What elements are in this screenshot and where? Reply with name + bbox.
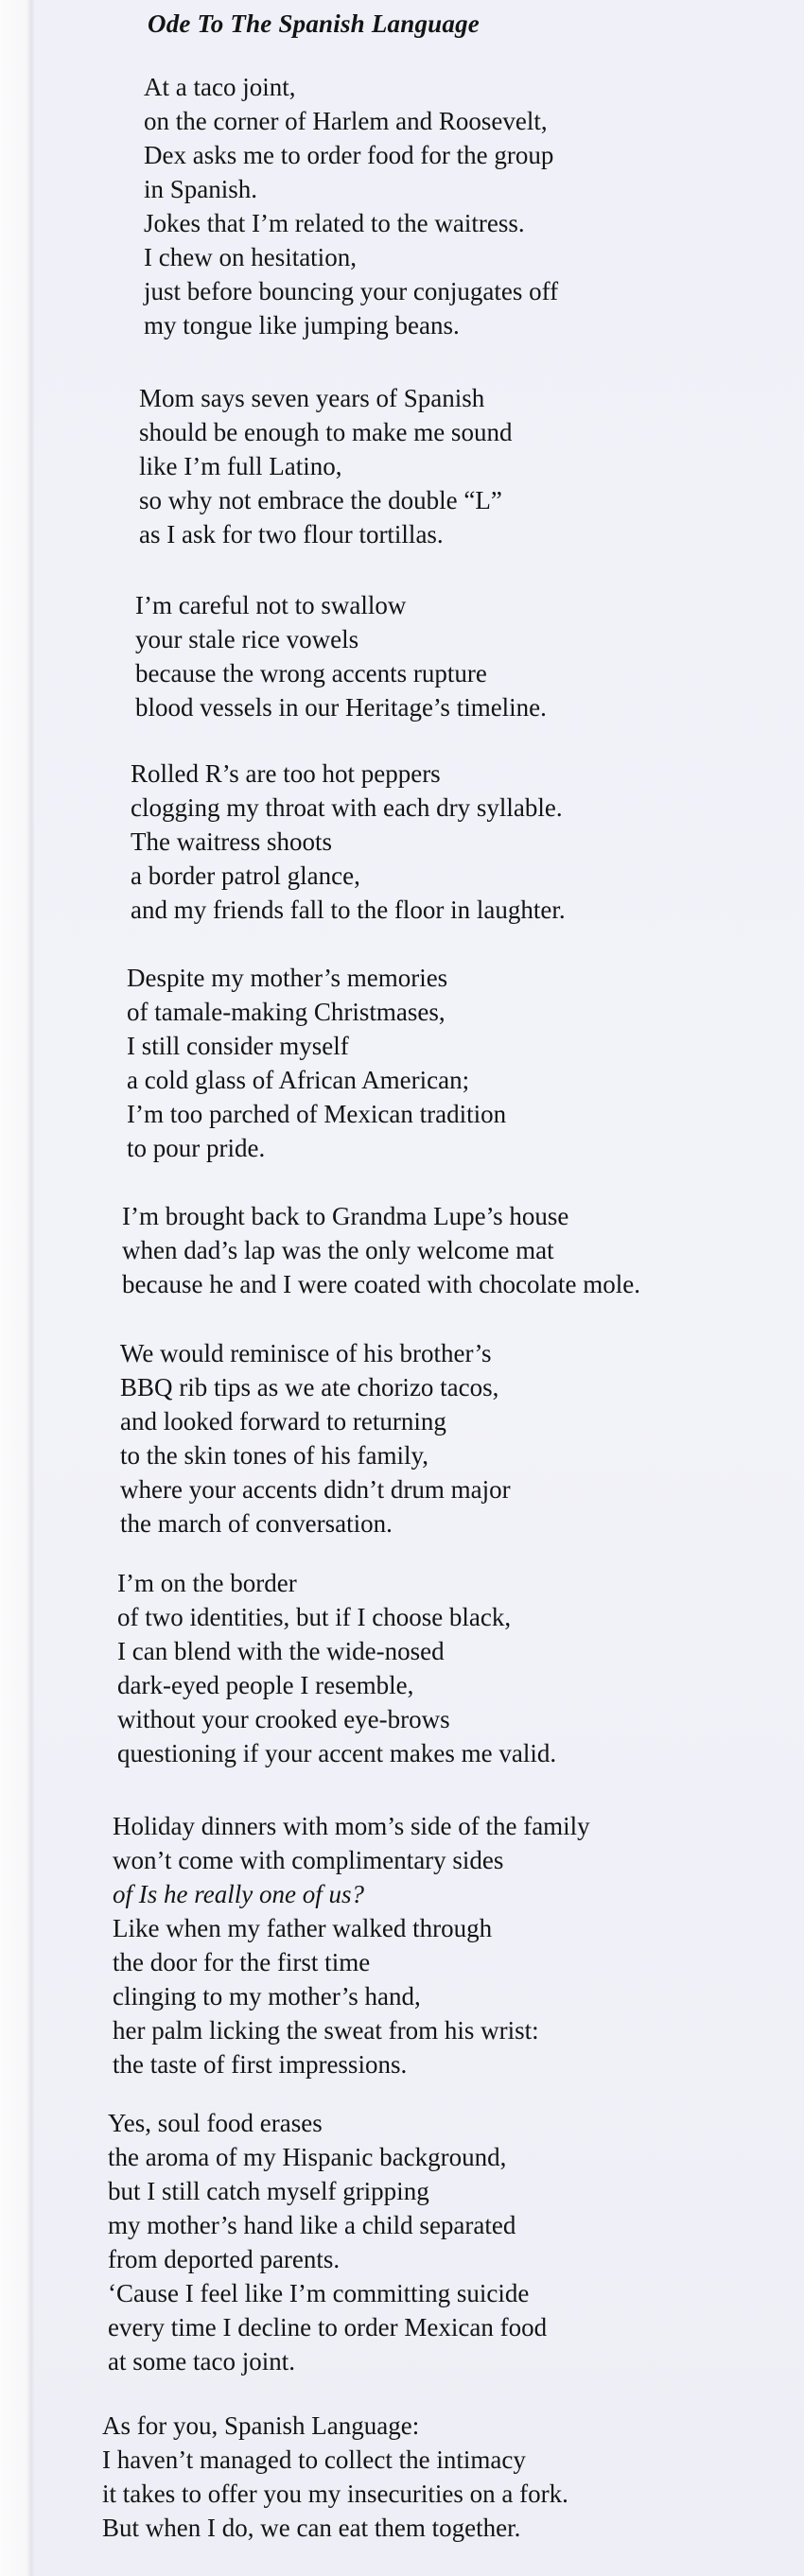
poem-line: just before bouncing your conjugates off xyxy=(144,277,559,305)
poem-line: but I still catch myself gripping xyxy=(108,2177,429,2205)
poem-line: ‘Cause I feel like I’m committing suicide xyxy=(108,2279,530,2307)
poem-line: The waitress shoots xyxy=(131,827,332,856)
poem-line: Like when my father walked through xyxy=(113,1914,493,1942)
poem-line: and my friends fall to the floor in laughter. xyxy=(131,896,566,924)
stanza-3 xyxy=(135,588,547,724)
poem-line: without your crooked eye-brows xyxy=(117,1705,450,1733)
poem-line: at some taco joint. xyxy=(108,2347,295,2376)
poem-line: BBQ rib tips as we ate chorizo tacos, xyxy=(120,1373,499,1401)
poem-line: from deported parents. xyxy=(108,2245,341,2273)
stanza-5 xyxy=(127,961,506,1165)
page-left-edge xyxy=(0,0,34,2576)
stanza-7 xyxy=(120,1336,511,1540)
poem-line: Despite my mother’s memories xyxy=(127,964,448,992)
poem-line: to the skin tones of his family, xyxy=(120,1441,428,1470)
poem-line: clinging to my mother’s hand, xyxy=(113,1982,421,2010)
poem-line: as I ask for two flour tortillas. xyxy=(139,520,444,548)
poem-line: clogging my throat with each dry syllable. xyxy=(131,793,563,822)
poem-line: on the corner of Harlem and Roosevelt, xyxy=(144,107,548,135)
poem-line: Holiday dinners with mom’s side of the family xyxy=(113,1812,590,1840)
poem-line: the march of conversation. xyxy=(120,1509,393,1538)
stanza-2 xyxy=(139,381,512,551)
poem-line: of tamale-making Christmases, xyxy=(127,998,446,1026)
poem-line: I’m brought back to Grandma Lupe’s house xyxy=(122,1202,569,1230)
poem-line: a border patrol glance, xyxy=(131,862,360,890)
poem-line: it takes to offer you my insecurities on a fork. xyxy=(102,2480,568,2508)
poem-line: I still consider myself xyxy=(127,1032,349,1060)
poem-line: to pour pride. xyxy=(127,1134,266,1162)
stanza-6 xyxy=(122,1199,640,1301)
poem-line: in Spanish. xyxy=(144,175,258,203)
poem-line: Jokes that I’m related to the waitress. xyxy=(144,209,525,237)
poem-line: blood vessels in our Heritage’s timeline. xyxy=(135,693,547,722)
poem-line: We would reminisce of his brother’s xyxy=(120,1339,492,1367)
poem-line: I can blend with the wide-nosed xyxy=(117,1637,445,1665)
poem-line: won’t come with complimentary sides xyxy=(113,1846,504,1874)
poem-line: of two identities, but if I choose black, xyxy=(117,1603,512,1631)
poem-line: I’m on the border xyxy=(117,1569,297,1597)
poem-line: and looked forward to returning xyxy=(120,1407,446,1436)
stanza-4 xyxy=(131,757,566,927)
poem-line: At a taco joint, xyxy=(144,73,296,101)
poem-title: Ode To The Spanish Language xyxy=(148,9,480,38)
poem-line: questioning if your accent makes me valid. xyxy=(117,1739,557,1767)
poem-line: my tongue like jumping beans. xyxy=(144,311,460,339)
poem-line: her palm licking the sweat from his wrist: xyxy=(113,2016,539,2045)
poem-line: Yes, soul food erases xyxy=(108,2109,323,2137)
poem-line: Mom says seven years of Spanish xyxy=(139,384,485,412)
poem-line: the door for the first time xyxy=(113,1948,371,1976)
poem-line: a cold glass of African American; xyxy=(127,1066,470,1094)
poem-line: the taste of first impressions. xyxy=(113,2050,408,2079)
poem-line: I haven’t managed to collect the intimacy xyxy=(102,2445,526,2474)
poem-line: I’m too parched of Mexican tradition xyxy=(127,1100,507,1128)
poem-line: every time I decline to order Mexican food xyxy=(108,2313,548,2341)
poem-line: because the wrong accents rupture xyxy=(135,659,487,688)
poem-line: of Is he really one of us? xyxy=(113,1880,364,1908)
poem-line: like I’m full Latino, xyxy=(139,452,342,480)
poem-line: dark-eyed people I resemble, xyxy=(117,1671,414,1699)
poem-line: where your accents didn’t drum major xyxy=(120,1475,511,1504)
poem-line: my mother’s hand like a child separated xyxy=(108,2211,516,2239)
stanza-11 xyxy=(102,2409,568,2545)
poem-line: the aroma of my Hispanic background, xyxy=(108,2143,507,2171)
poem-line: your stale rice vowels xyxy=(135,625,359,653)
stanza-9 xyxy=(113,1809,590,2081)
poem-line: But when I do, we can eat them together. xyxy=(102,2514,521,2542)
poem-line: As for you, Spanish Language: xyxy=(102,2411,420,2440)
poem-line: I chew on hesitation, xyxy=(144,243,357,271)
poem-line: Dex asks me to order food for the group xyxy=(144,141,554,169)
stanza-10 xyxy=(108,2106,547,2378)
poem-line: should be enough to make me sound xyxy=(139,418,513,446)
stanza-8 xyxy=(117,1566,556,1770)
poem-line: I’m careful not to swallow xyxy=(135,591,407,619)
stanza-1 xyxy=(144,70,558,342)
poem-line: when dad’s lap was the only welcome mat xyxy=(122,1236,554,1264)
poem-line: because he and I were coated with chocolate mole. xyxy=(122,1270,640,1298)
poem-line: so why not embrace the double “L” xyxy=(139,486,502,514)
poem-line: Rolled R’s are too hot peppers xyxy=(131,759,441,788)
